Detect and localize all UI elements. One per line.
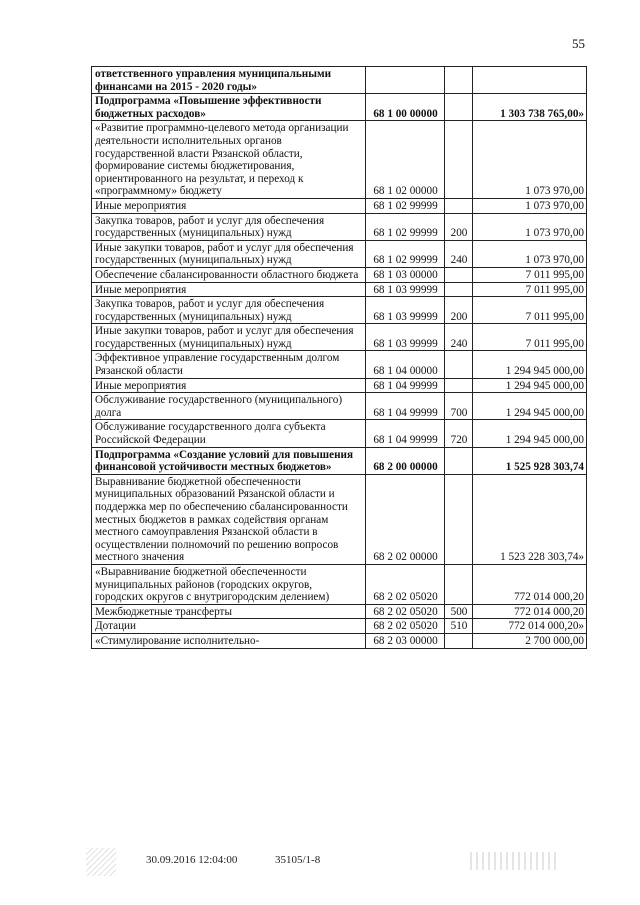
row-name-cell: Иные мероприятия xyxy=(92,282,366,297)
row-type-cell: 500 xyxy=(445,604,473,619)
row-sum-cell: 1 294 945 000,00 xyxy=(473,420,587,447)
budget-table-body xyxy=(92,67,587,649)
row-sum-cell: 7 011 995,00 xyxy=(473,282,587,297)
row-type-cell: 240 xyxy=(445,324,473,351)
table-row xyxy=(92,267,587,282)
row-sum-cell: 2 700 000,00 xyxy=(473,633,587,648)
row-code-cell: 68 1 02 99999 xyxy=(366,198,445,213)
row-code-cell: 68 1 03 99999 xyxy=(366,324,445,351)
row-name-cell: Иные мероприятия xyxy=(92,198,366,213)
row-code-cell: 68 2 03 00000 xyxy=(366,633,445,648)
table-row xyxy=(92,474,587,564)
row-code-cell: 68 1 03 00000 xyxy=(366,267,445,282)
row-sum-cell: 7 011 995,00 xyxy=(473,267,587,282)
row-code-cell: 68 1 03 99999 xyxy=(366,297,445,324)
row-name-cell: «Развитие программно-целевого метода организации деятельности исполнительных органов государственной власти Рязанской области, формирование системы бюджетирования, ориентированного на результат, и переход к «программному» бюджету xyxy=(92,121,366,199)
table-row xyxy=(92,378,587,393)
row-sum-cell: 1 303 738 765,00» xyxy=(473,94,587,121)
row-name-cell: Обеспечение сбалансированности областного бюджета xyxy=(92,267,366,282)
row-type-cell: 510 xyxy=(445,619,473,634)
row-type-cell xyxy=(445,67,473,94)
row-name-cell: Подпрограмма «Создание условий для повышения финансовой устойчивости местных бюджетов» xyxy=(92,447,366,474)
row-sum-cell: 1 525 928 303,74 xyxy=(473,447,587,474)
row-name-cell: Иные закупки товаров, работ и услуг для обеспечения государственных (муниципальных) нужд xyxy=(92,240,366,267)
row-type-cell xyxy=(445,267,473,282)
row-sum-cell: 772 014 000,20» xyxy=(473,619,587,634)
row-sum-cell: 1 073 970,00 xyxy=(473,240,587,267)
row-code-cell: 68 2 02 05020 xyxy=(366,619,445,634)
table-row xyxy=(92,604,587,619)
row-code-cell: 68 1 00 00000 xyxy=(366,94,445,121)
table-row xyxy=(92,324,587,351)
row-code-cell: 68 1 02 00000 xyxy=(366,121,445,199)
row-name-cell: Обслуживание государственного (муниципального) долга xyxy=(92,393,366,420)
row-name-cell: Обслуживание государственного долга субъекта Российской Федерации xyxy=(92,420,366,447)
row-name-cell: «Выравнивание бюджетной обеспеченности муниципальных районов (городских округов, городских округов с внутригородским делением) xyxy=(92,564,366,604)
footer-datetime: 30.09.2016 12:04:00 xyxy=(146,854,238,866)
row-sum-cell: 1 294 945 000,00 xyxy=(473,351,587,378)
table-row xyxy=(92,198,587,213)
row-type-cell xyxy=(445,474,473,564)
row-name-cell: Иные мероприятия xyxy=(92,378,366,393)
scan-mark-left xyxy=(86,848,116,876)
scan-mark-right xyxy=(470,852,558,870)
row-code-cell: 68 2 02 00000 xyxy=(366,474,445,564)
row-type-cell xyxy=(445,121,473,199)
table-row xyxy=(92,213,587,240)
row-type-cell: 240 xyxy=(445,240,473,267)
table-row xyxy=(92,282,587,297)
row-code-cell: 68 1 04 99999 xyxy=(366,420,445,447)
row-type-cell xyxy=(445,633,473,648)
row-type-cell xyxy=(445,94,473,121)
row-code-cell: 68 1 02 99999 xyxy=(366,213,445,240)
row-sum-cell xyxy=(473,67,587,94)
page-number: 55 xyxy=(572,36,585,51)
table-row xyxy=(92,420,587,447)
row-type-cell xyxy=(445,351,473,378)
row-sum-cell: 7 011 995,00 xyxy=(473,324,587,351)
row-type-cell: 700 xyxy=(445,393,473,420)
row-type-cell: 200 xyxy=(445,297,473,324)
row-code-cell: 68 2 02 05020 xyxy=(366,604,445,619)
row-name-cell: ответственного управления муниципальными финансами на 2015 - 2020 годы» xyxy=(92,67,366,94)
row-sum-cell: 772 014 000,20 xyxy=(473,564,587,604)
table-row xyxy=(92,351,587,378)
row-sum-cell: 1 073 970,00 xyxy=(473,198,587,213)
table-row xyxy=(92,240,587,267)
row-type-cell: 720 xyxy=(445,420,473,447)
row-type-cell: 200 xyxy=(445,213,473,240)
footer-doc-number: 35105/1-8 xyxy=(275,854,321,866)
table-row xyxy=(92,67,587,94)
row-code-cell xyxy=(366,67,445,94)
row-name-cell: Подпрограмма «Повышение эффективности бюджетных расходов» xyxy=(92,94,366,121)
row-sum-cell: 7 011 995,00 xyxy=(473,297,587,324)
table-row xyxy=(92,619,587,634)
table-row xyxy=(92,633,587,648)
budget-table xyxy=(91,66,587,649)
row-code-cell: 68 1 04 99999 xyxy=(366,393,445,420)
row-sum-cell: 1 073 970,00 xyxy=(473,121,587,199)
table-row xyxy=(92,564,587,604)
row-name-cell: «Стимулирование исполнительно- xyxy=(92,633,366,648)
row-type-cell xyxy=(445,447,473,474)
row-code-cell: 68 1 03 99999 xyxy=(366,282,445,297)
row-sum-cell: 1 294 945 000,00 xyxy=(473,378,587,393)
row-name-cell: Выравнивание бюджетной обеспеченности муниципальных образований Рязанской области и поддержка мер по обеспечению сбалансированности местных бюджетов в рамках содействия органам местного самоуправления Рязанской области в осуществлении полномочий по решению вопросов местного значения xyxy=(92,474,366,564)
row-sum-cell: 772 014 000,20 xyxy=(473,604,587,619)
table-row xyxy=(92,393,587,420)
table-row xyxy=(92,297,587,324)
table-row xyxy=(92,121,587,199)
row-name-cell: Дотации xyxy=(92,619,366,634)
row-name-cell: Эффективное управление государственным долгом Рязанской области xyxy=(92,351,366,378)
row-type-cell xyxy=(445,564,473,604)
row-name-cell: Межбюджетные трансферты xyxy=(92,604,366,619)
row-code-cell: 68 1 02 99999 xyxy=(366,240,445,267)
row-type-cell xyxy=(445,282,473,297)
table-row xyxy=(92,447,587,474)
row-type-cell xyxy=(445,198,473,213)
row-type-cell xyxy=(445,378,473,393)
row-name-cell: Иные закупки товаров, работ и услуг для обеспечения государственных (муниципальных) нужд xyxy=(92,324,366,351)
row-code-cell: 68 1 04 00000 xyxy=(366,351,445,378)
row-sum-cell: 1 294 945 000,00 xyxy=(473,393,587,420)
row-code-cell: 68 2 02 05020 xyxy=(366,564,445,604)
table-row xyxy=(92,94,587,121)
row-code-cell: 68 2 00 00000 xyxy=(366,447,445,474)
row-sum-cell: 1 523 228 303,74» xyxy=(473,474,587,564)
row-name-cell: Закупка товаров, работ и услуг для обеспечения государственных (муниципальных) нужд xyxy=(92,213,366,240)
row-sum-cell: 1 073 970,00 xyxy=(473,213,587,240)
row-name-cell: Закупка товаров, работ и услуг для обеспечения государственных (муниципальных) нужд xyxy=(92,297,366,324)
row-code-cell: 68 1 04 99999 xyxy=(366,378,445,393)
